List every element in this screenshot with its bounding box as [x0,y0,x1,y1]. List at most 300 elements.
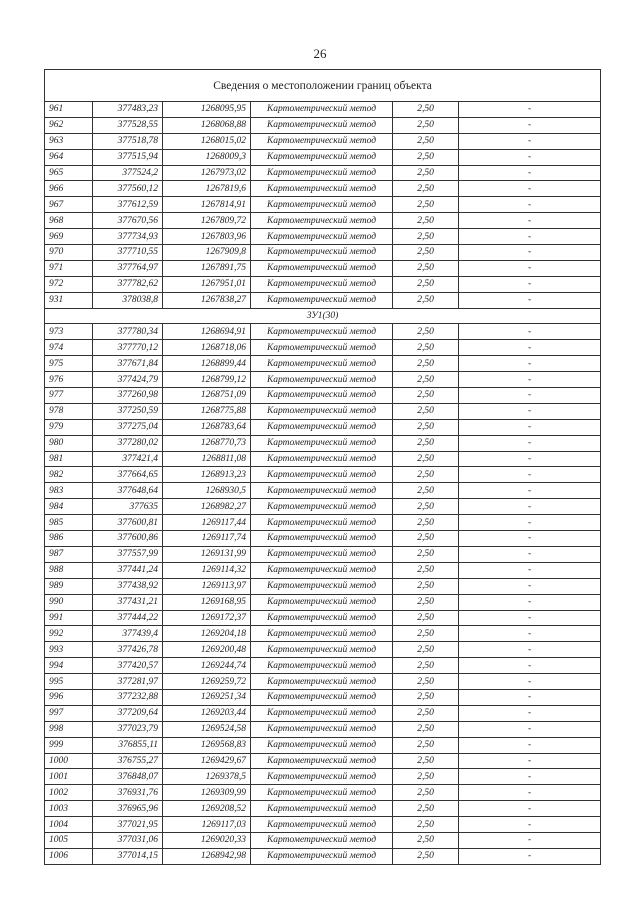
coord-x-cell: 377439,4 [93,626,163,642]
coord-y-cell: 1269524,58 [163,721,251,737]
coord-x-cell: 377031,06 [93,832,163,848]
table-row [45,753,601,769]
accuracy-cell: 2,50 [393,658,459,674]
point-number-cell: 977 [45,388,93,404]
coord-y-cell: 1268783,64 [163,419,251,435]
coord-y-cell: 1267803,96 [163,229,251,245]
section-label: ЗУ1(30) [45,308,601,324]
coord-x-cell: 377528,55 [93,117,163,133]
coord-x-cell: 376931,76 [93,785,163,801]
accuracy-cell: 2,50 [393,499,459,515]
method-cell: Картометрический метод [251,245,393,261]
coord-x-cell: 377770,12 [93,340,163,356]
accuracy-cell: 2,50 [393,372,459,388]
coord-y-cell: 1268799,12 [163,372,251,388]
accuracy-cell: 2,50 [393,610,459,626]
accuracy-cell: 2,50 [393,642,459,658]
point-number-cell: 997 [45,705,93,721]
coord-x-cell: 377780,34 [93,324,163,340]
method-cell: Картометрический метод [251,197,393,213]
coord-x-cell: 377280,02 [93,435,163,451]
method-cell: Картометрический метод [251,102,393,118]
point-number-cell: 972 [45,276,93,292]
table-row [45,102,601,118]
description-cell: - [459,292,601,308]
description-cell: - [459,245,601,261]
point-number-cell: 982 [45,467,93,483]
accuracy-cell: 2,50 [393,133,459,149]
method-cell: Картометрический метод [251,721,393,737]
coord-y-cell: 1267951,01 [163,276,251,292]
coord-y-cell: 1269203,44 [163,705,251,721]
coord-x-cell: 377600,86 [93,531,163,547]
accuracy-cell: 2,50 [393,594,459,610]
table-row [45,531,601,547]
accuracy-cell: 2,50 [393,562,459,578]
accuracy-cell: 2,50 [393,419,459,435]
point-number-cell: 995 [45,674,93,690]
table-row [45,562,601,578]
method-cell: Картометрический метод [251,626,393,642]
table-row [45,117,601,133]
method-cell: Картометрический метод [251,785,393,801]
table-row [45,594,601,610]
point-number-cell: 968 [45,213,93,229]
point-number-cell: 981 [45,451,93,467]
coord-y-cell: 1268942,98 [163,848,251,864]
accuracy-cell: 2,50 [393,117,459,133]
method-cell: Картометрический метод [251,832,393,848]
point-number-cell: 1003 [45,801,93,817]
point-number-cell: 967 [45,197,93,213]
method-cell: Картометрический метод [251,737,393,753]
table-row [45,832,601,848]
accuracy-cell: 2,50 [393,705,459,721]
accuracy-cell: 2,50 [393,546,459,562]
coord-x-cell: 377014,15 [93,848,163,864]
point-number-cell: 996 [45,689,93,705]
method-cell: Картометрический метод [251,801,393,817]
description-cell: - [459,213,601,229]
coord-x-cell: 377420,57 [93,658,163,674]
coord-y-cell: 1268930,5 [163,483,251,499]
coord-x-cell: 377524,2 [93,165,163,181]
table-row [45,610,601,626]
table-row [45,276,601,292]
accuracy-cell: 2,50 [393,451,459,467]
coord-y-cell: 1269113,97 [163,578,251,594]
description-cell: - [459,117,601,133]
table-row [45,705,601,721]
accuracy-cell: 2,50 [393,403,459,419]
coord-x-cell: 377764,97 [93,260,163,276]
description-cell: - [459,356,601,372]
table-row [45,546,601,562]
coord-x-cell: 377560,12 [93,181,163,197]
coord-y-cell: 1269117,74 [163,531,251,547]
point-number-cell: 999 [45,737,93,753]
method-cell: Картометрический метод [251,594,393,610]
accuracy-cell: 2,50 [393,674,459,690]
accuracy-cell: 2,50 [393,149,459,165]
accuracy-cell: 2,50 [393,626,459,642]
accuracy-cell: 2,50 [393,737,459,753]
point-number-cell: 985 [45,515,93,531]
point-number-cell: 973 [45,324,93,340]
description-cell: - [459,388,601,404]
table-row [45,435,601,451]
table-row [45,451,601,467]
coord-y-cell: 1269378,5 [163,769,251,785]
page-number: 26 [313,46,327,61]
coord-x-cell: 377483,23 [93,102,163,118]
coord-y-cell: 1268095,95 [163,102,251,118]
point-number-cell: 1002 [45,785,93,801]
description-cell: - [459,753,601,769]
accuracy-cell: 2,50 [393,832,459,848]
coord-x-cell: 377671,84 [93,356,163,372]
method-cell: Картометрический метод [251,499,393,515]
coord-x-cell: 377438,92 [93,578,163,594]
coord-y-cell: 1269259,72 [163,674,251,690]
accuracy-cell: 2,50 [393,197,459,213]
coord-y-cell: 1269244,74 [163,658,251,674]
method-cell: Картометрический метод [251,213,393,229]
point-number-cell: 987 [45,546,93,562]
description-cell: - [459,133,601,149]
accuracy-cell: 2,50 [393,785,459,801]
accuracy-cell: 2,50 [393,531,459,547]
table-row [45,260,601,276]
point-number-cell: 993 [45,642,93,658]
coord-y-cell: 1269117,44 [163,515,251,531]
method-cell: Картометрический метод [251,578,393,594]
method-cell: Картометрический метод [251,165,393,181]
table-row [45,817,601,833]
method-cell: Картометрический метод [251,753,393,769]
coord-y-cell: 1267819,6 [163,181,251,197]
coord-x-cell: 377281,97 [93,674,163,690]
point-number-cell: 979 [45,419,93,435]
coord-x-cell: 377250,59 [93,403,163,419]
method-cell: Картометрический метод [251,340,393,356]
method-cell: Картометрический метод [251,674,393,690]
coord-x-cell: 377612,59 [93,197,163,213]
coord-y-cell: 1268811,08 [163,451,251,467]
coord-y-cell: 1267809,72 [163,213,251,229]
table-row [45,721,601,737]
coord-x-cell: 378038,8 [93,292,163,308]
section-row [45,308,601,324]
point-number-cell: 971 [45,260,93,276]
coord-y-cell: 1269168,95 [163,594,251,610]
coord-y-cell: 1269309,99 [163,785,251,801]
coord-y-cell: 1269204,18 [163,626,251,642]
coord-x-cell: 377734,93 [93,229,163,245]
accuracy-cell: 2,50 [393,229,459,245]
accuracy-cell: 2,50 [393,340,459,356]
description-cell: - [459,737,601,753]
method-cell: Картометрический метод [251,817,393,833]
method-cell: Картометрический метод [251,149,393,165]
description-cell: - [459,467,601,483]
method-cell: Картометрический метод [251,117,393,133]
point-number-cell: 931 [45,292,93,308]
coord-x-cell: 376848,07 [93,769,163,785]
table-row [45,292,601,308]
coord-y-cell: 1269020,33 [163,832,251,848]
description-cell: - [459,721,601,737]
table-row [45,324,601,340]
coord-y-cell: 1268982,27 [163,499,251,515]
description-cell: - [459,515,601,531]
coord-x-cell: 377782,62 [93,276,163,292]
coord-y-cell: 1267909,8 [163,245,251,261]
coord-x-cell: 377275,04 [93,419,163,435]
table-row [45,181,601,197]
point-number-cell: 963 [45,133,93,149]
method-cell: Картометрический метод [251,642,393,658]
coord-y-cell: 1269131,99 [163,546,251,562]
table-row [45,388,601,404]
point-number-cell: 1000 [45,753,93,769]
method-cell: Картометрический метод [251,848,393,864]
description-cell: - [459,546,601,562]
description-cell: - [459,848,601,864]
point-number-cell: 988 [45,562,93,578]
point-number-cell: 983 [45,483,93,499]
point-number-cell: 1001 [45,769,93,785]
point-number-cell: 984 [45,499,93,515]
coord-y-cell: 1269251,34 [163,689,251,705]
accuracy-cell: 2,50 [393,435,459,451]
method-cell: Картометрический метод [251,276,393,292]
method-cell: Картометрический метод [251,610,393,626]
description-cell: - [459,102,601,118]
accuracy-cell: 2,50 [393,324,459,340]
point-number-cell: 992 [45,626,93,642]
description-cell: - [459,229,601,245]
point-number-cell: 1004 [45,817,93,833]
table-row [45,578,601,594]
method-cell: Картометрический метод [251,769,393,785]
point-number-cell: 965 [45,165,93,181]
table-header-row [45,70,601,102]
description-cell: - [459,276,601,292]
method-cell: Картометрический метод [251,133,393,149]
table-title: Сведения о местоположении границ объекта [45,70,601,102]
description-cell: - [459,403,601,419]
description-cell: - [459,197,601,213]
coord-x-cell: 377209,64 [93,705,163,721]
accuracy-cell: 2,50 [393,181,459,197]
description-cell: - [459,483,601,499]
point-number-cell: 990 [45,594,93,610]
accuracy-cell: 2,50 [393,515,459,531]
description-cell: - [459,642,601,658]
method-cell: Картометрический метод [251,467,393,483]
accuracy-cell: 2,50 [393,260,459,276]
boundary-coordinates-table [44,69,601,865]
table-row [45,197,601,213]
method-cell: Картометрический метод [251,689,393,705]
coord-y-cell: 1269568,83 [163,737,251,753]
table-row [45,372,601,388]
accuracy-cell: 2,50 [393,102,459,118]
point-number-cell: 980 [45,435,93,451]
description-cell: - [459,610,601,626]
description-cell: - [459,689,601,705]
point-number-cell: 966 [45,181,93,197]
coord-y-cell: 1268009,3 [163,149,251,165]
method-cell: Картометрический метод [251,515,393,531]
description-cell: - [459,626,601,642]
coord-y-cell: 1269200,48 [163,642,251,658]
method-cell: Картометрический метод [251,260,393,276]
coord-y-cell: 1269114,32 [163,562,251,578]
method-cell: Картометрический метод [251,546,393,562]
description-cell: - [459,817,601,833]
point-number-cell: 978 [45,403,93,419]
point-number-cell: 991 [45,610,93,626]
coord-x-cell: 377557,99 [93,546,163,562]
coord-y-cell: 1268694,91 [163,324,251,340]
coord-x-cell: 377670,56 [93,213,163,229]
method-cell: Картометрический метод [251,292,393,308]
coord-x-cell: 377635 [93,499,163,515]
accuracy-cell: 2,50 [393,483,459,499]
description-cell: - [459,165,601,181]
coord-y-cell: 1268718,06 [163,340,251,356]
method-cell: Картометрический метод [251,419,393,435]
description-cell: - [459,658,601,674]
method-cell: Картометрический метод [251,181,393,197]
accuracy-cell: 2,50 [393,721,459,737]
coord-y-cell: 1268913,23 [163,467,251,483]
table-row [45,626,601,642]
accuracy-cell: 2,50 [393,276,459,292]
method-cell: Картометрический метод [251,388,393,404]
method-cell: Картометрический метод [251,435,393,451]
accuracy-cell: 2,50 [393,817,459,833]
table-row [45,229,601,245]
method-cell: Картометрический метод [251,531,393,547]
description-cell: - [459,419,601,435]
coord-x-cell: 376855,11 [93,737,163,753]
table-row [45,165,601,181]
coord-x-cell: 377444,22 [93,610,163,626]
coord-y-cell: 1268751,09 [163,388,251,404]
accuracy-cell: 2,50 [393,769,459,785]
description-cell: - [459,149,601,165]
coord-x-cell: 377710,55 [93,245,163,261]
accuracy-cell: 2,50 [393,356,459,372]
method-cell: Картометрический метод [251,483,393,499]
table-row [45,689,601,705]
table-row [45,785,601,801]
coord-x-cell: 377424,79 [93,372,163,388]
coord-x-cell: 377426,78 [93,642,163,658]
description-cell: - [459,451,601,467]
table-row [45,642,601,658]
method-cell: Картометрический метод [251,705,393,721]
point-number-cell: 976 [45,372,93,388]
point-number-cell: 961 [45,102,93,118]
description-cell: - [459,562,601,578]
point-number-cell: 989 [45,578,93,594]
table-row [45,419,601,435]
point-number-cell: 986 [45,531,93,547]
accuracy-cell: 2,50 [393,388,459,404]
coord-y-cell: 1269208,52 [163,801,251,817]
description-cell: - [459,705,601,721]
method-cell: Картометрический метод [251,324,393,340]
coord-y-cell: 1268770,73 [163,435,251,451]
table-row [45,133,601,149]
table-row [45,403,601,419]
table-row [45,245,601,261]
coord-y-cell: 1269429,67 [163,753,251,769]
accuracy-cell: 2,50 [393,578,459,594]
description-cell: - [459,769,601,785]
accuracy-cell: 2,50 [393,689,459,705]
table-row [45,483,601,499]
table-row [45,356,601,372]
table-row [45,769,601,785]
description-cell: - [459,372,601,388]
description-cell: - [459,832,601,848]
coord-y-cell: 1268899,44 [163,356,251,372]
coord-x-cell: 377648,64 [93,483,163,499]
coord-y-cell: 1267891,75 [163,260,251,276]
table-row [45,801,601,817]
description-cell: - [459,324,601,340]
description-cell: - [459,531,601,547]
table-row [45,499,601,515]
coord-x-cell: 376965,96 [93,801,163,817]
point-number-cell: 1006 [45,848,93,864]
coord-x-cell: 377431,21 [93,594,163,610]
coord-x-cell: 377023,79 [93,721,163,737]
coord-x-cell: 377515,94 [93,149,163,165]
coord-x-cell: 377421,4 [93,451,163,467]
coord-y-cell: 1267814,91 [163,197,251,213]
accuracy-cell: 2,50 [393,292,459,308]
coord-x-cell: 377600,81 [93,515,163,531]
description-cell: - [459,801,601,817]
description-cell: - [459,674,601,690]
method-cell: Картометрический метод [251,403,393,419]
table-row [45,848,601,864]
accuracy-cell: 2,50 [393,848,459,864]
coord-x-cell: 377260,98 [93,388,163,404]
method-cell: Картометрический метод [251,658,393,674]
accuracy-cell: 2,50 [393,245,459,261]
description-cell: - [459,181,601,197]
method-cell: Картометрический метод [251,451,393,467]
coord-y-cell: 1269172,37 [163,610,251,626]
method-cell: Картометрический метод [251,562,393,578]
point-number-cell: 974 [45,340,93,356]
accuracy-cell: 2,50 [393,213,459,229]
point-number-cell: 970 [45,245,93,261]
description-cell: - [459,340,601,356]
coord-x-cell: 377441,24 [93,562,163,578]
description-cell: - [459,594,601,610]
coord-y-cell: 1268015,02 [163,133,251,149]
description-cell: - [459,499,601,515]
point-number-cell: 969 [45,229,93,245]
